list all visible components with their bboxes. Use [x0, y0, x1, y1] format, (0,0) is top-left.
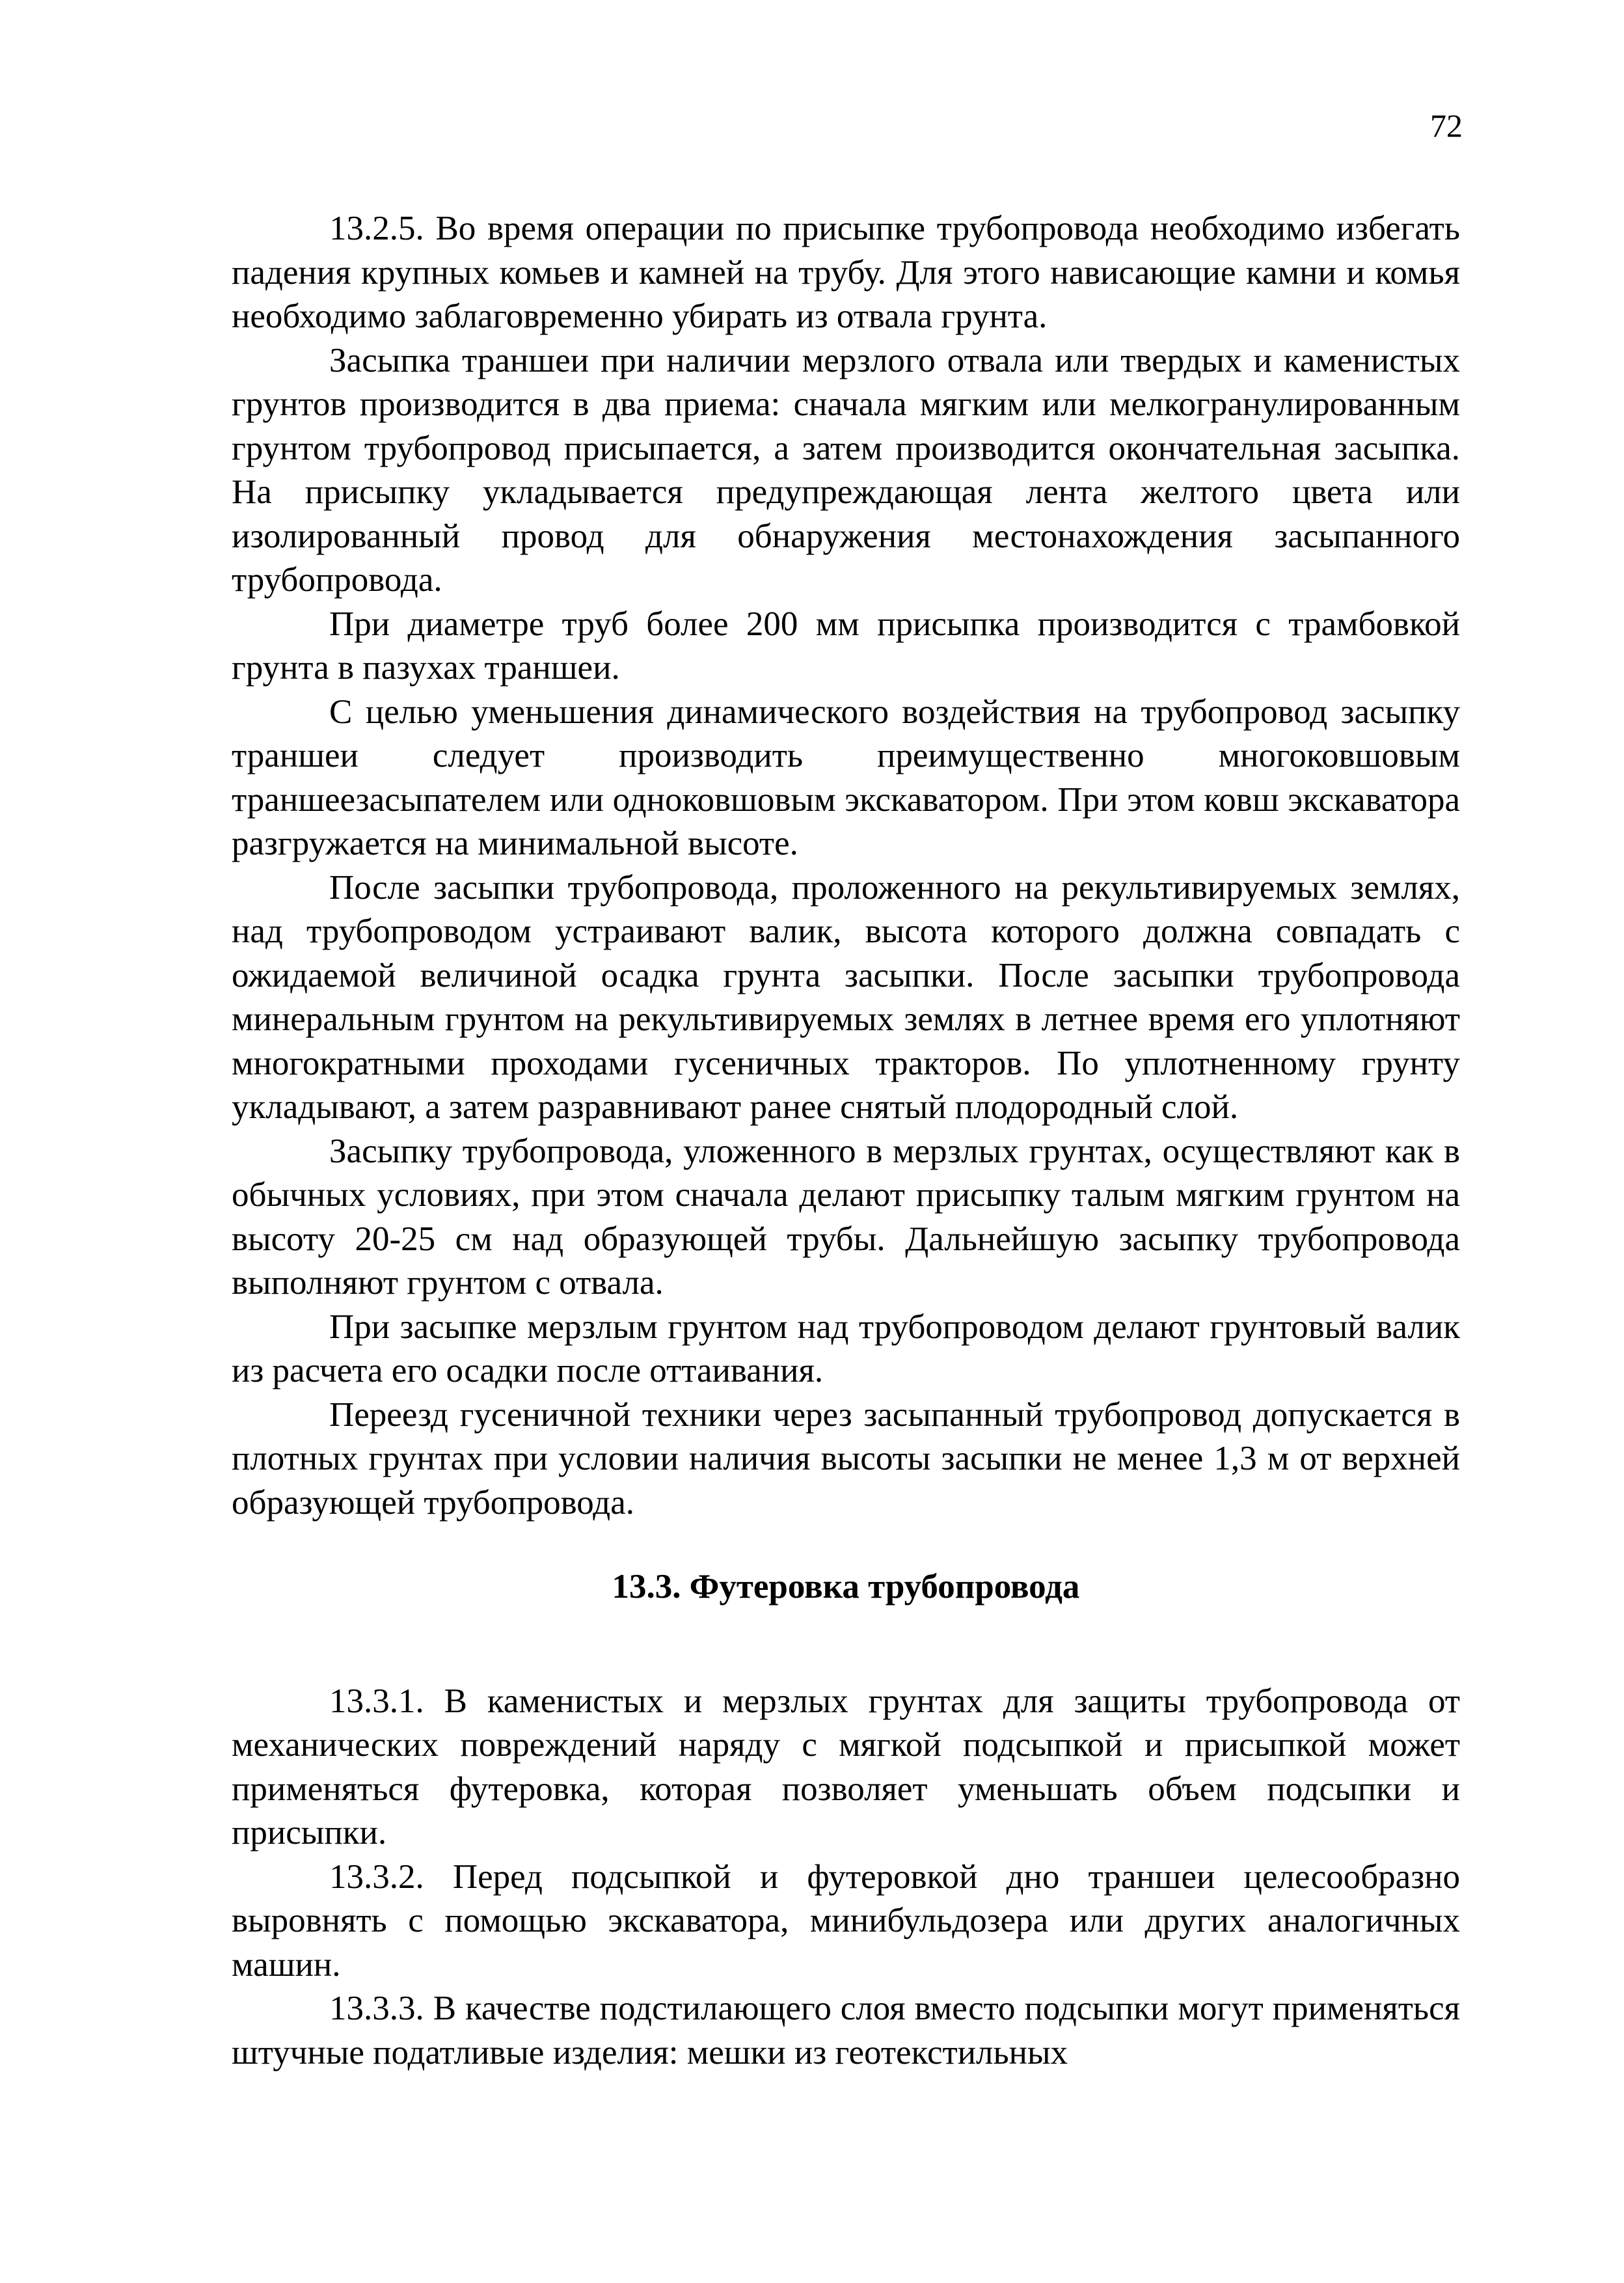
document-body [232, 207, 1460, 2075]
page-number: 72 [1430, 107, 1463, 144]
paragraph-frozen-ground-ridge: При засыпке мерзлым грунтом над трубопроводом делают грунтовый валик из расчета его осадки после оттаивания. [232, 1307, 1460, 1389]
paragraph-backfill-frozen: Засыпка траншеи при наличии мерзлого отвала или твердых и каменистых грунтов производится в два приема: сначала мягким или мелкогранулированным грунтом трубопровод присыпается, а затем производится окончательная засыпка. На присыпку укладывается предупреждающая лента желтого цвета или изолированный провод для обнаружения местонахождения засыпанного трубопровода. [232, 341, 1460, 599]
paragraph-13-3-2: 13.3.2. Перед подсыпкой и футеровкой дно траншеи целесообразно выровнять с помощью экскаватора, минибульдозера или других аналогичных машин. [232, 1857, 1460, 1984]
section-heading-13-3: 13.3. Футеровка трубопровода [612, 1568, 1080, 1606]
paragraph-pipe-diameter: При диаметре труб более 200 мм присыпка производится с трамбовкой грунта в пазухах траншеи. [232, 605, 1460, 687]
paragraph-13-2-5: 13.2.5. Во время операции по присыпке трубопровода необходимо избегать падения крупных комьев и камней на трубу. Для этого нависающие камни и комья необходимо заблаговременно убирать из отвала грунта. [232, 210, 1460, 335]
paragraph-dynamic-impact: С целью уменьшения динамического воздействия на трубопровод засыпку траншеи следует производить преимущественно многоковшовым траншеезасыпателем или одноковшовым экскаватором. При этом ковш экскаватора разгружается на минимальной высоте. [232, 692, 1460, 862]
paragraph-13-3-1: 13.3.1. В каменистых и мерзлых грунтах для защиты трубопровода от механических повреждений наряду с мягкой подсыпкой и присыпкой может применяться футеровка, которая позволяет уменьшать объем подсыпки и присыпки. [232, 1682, 1460, 1852]
paragraph-recultivated-lands: После засыпки трубопровода, проложенного на рекультивируемых землях, над трубопроводом устраивают валик, высота которого должна совпадать с ожидаемой величиной осадка грунта засыпки. После засыпки трубопровода минеральным грунтом на рекультивируемых землях в летнее время его уплотняют многократными проходами гусеничных тракторов. По уплотненному грунту укладывают, а затем разравнивают ранее снятый плодородный слой. [232, 868, 1460, 1126]
paragraph-crawler-crossing: Переезд гусеничной техники через засыпанный трубопровод допускается в плотных грунтах при условии наличия высоты засыпки не менее 1,3 м от верхней образующей трубопровода. [232, 1395, 1460, 1522]
paragraph-frozen-soils: Засыпку трубопровода, уложенного в мерзлых грунтах, осуществляют как в обычных условиях, при этом сначала делают присыпку талым мягким грунтом на высоту 20-25 см над образующей трубы. Дальнейшую засыпку трубопровода выполняют грунтом с отвала. [232, 1132, 1460, 1302]
paragraph-13-3-3: 13.3.3. В качестве подстилающего слоя вместо подсыпки могут применяться штучные податливые изделия: мешки из геотекстильных [232, 1989, 1460, 2071]
